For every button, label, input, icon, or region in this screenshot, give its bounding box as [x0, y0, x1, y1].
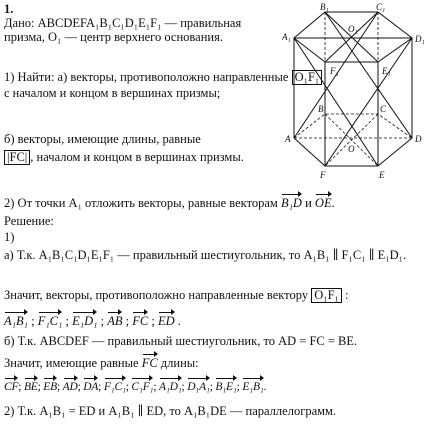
vec-item: F₁C₁ [37, 314, 63, 328]
label-o1: O₁ [348, 24, 358, 34]
vec-item: E₁B₁ [242, 381, 264, 393]
vec-item: B₁E₁ [215, 381, 237, 393]
solution-a-list: A₁B₁ ; F₁C₁ ; E₁D₁ ; AB ; FC ; ED . [4, 314, 181, 328]
solution-a-vector: O₁F₁ [311, 288, 342, 303]
solution-title: Решение: [4, 214, 54, 228]
task-a-line: 1) Найти: а) векторы, противоположно направленные O₁F₁ [4, 70, 322, 85]
vec-item: E₁D₁ [72, 314, 98, 328]
label-e: E [379, 170, 385, 180]
solution-2: 2) Т.к. A₁B₁ = ED и A₁B₁ ∥ ED, то A₁B₁DE — параллелограмм. [4, 404, 337, 418]
label-c1: C₁ [376, 2, 386, 12]
label-d: D [415, 134, 422, 144]
solution-1: 1) [4, 230, 15, 244]
label-b1: B₁ [320, 2, 329, 12]
solution-b: б) Т.к. ABCDEF — правильный шестиугольник, то AD = FC = BE. [4, 334, 358, 348]
task-a-suffix: с началом и концом в вершинах призмы; [4, 86, 221, 100]
vec-item: CF [4, 381, 19, 393]
task-b-line: б) векторы, имеющие длины, равные [4, 132, 201, 146]
solution-a-2: Значит, векторы, противоположно направленные вектору O₁F₁ : [4, 288, 349, 302]
solution-b-2: Значит, имеющие равные FC длины: [4, 356, 199, 370]
prism-figure [282, 2, 432, 192]
vec-item: FC [132, 314, 149, 328]
vec-item: AB [107, 314, 123, 328]
solution-b-list: CF; BE; EB; AD; DA; F₁C₁; C₁F₁; A₁D₁; D₁A₁; B₁E₁; E₁B₁. [4, 381, 267, 393]
vec-item: A₁D₁ [159, 381, 182, 393]
label-d1: D₁ [415, 34, 425, 44]
label-b: B [318, 104, 324, 114]
task-2-vector-2: OE [314, 196, 332, 210]
vec-item: ED [157, 314, 175, 328]
label-a: A [285, 134, 291, 144]
vec-item: C₁F₁ [131, 381, 154, 393]
label-e1: E₁ [382, 66, 391, 76]
figure-labels [282, 2, 425, 180]
task-b-vector: |FC| [4, 150, 30, 165]
solution-b-vector: FC [141, 356, 158, 370]
vec-item: F₁C₁ [103, 381, 126, 393]
task-b-line-2: |FC| , началом и концом в вершинах призмы. [4, 150, 244, 165]
task-2-line: 2) От точки A₁ отложить векторы, равные векторам B₁D и OE. [4, 196, 335, 210]
solution-a: а) Т.к. A₁B₁C₁D₁E₁F₁ — правильный шестиугольник, то A₁B₁ ∥ F₁C₁ ∥ E₁D₁. [4, 248, 407, 262]
label-o: O [348, 144, 355, 154]
vec-item: DA [83, 381, 99, 393]
task-a-vector: O₁F₁ [292, 70, 323, 85]
label-f1: F₁ [330, 66, 339, 76]
vec-item: A₁B₁ [4, 314, 28, 328]
label-c: C [380, 104, 387, 114]
label-a1: A₁ [282, 32, 291, 42]
vec-item: BE [23, 381, 38, 393]
task-2-vector-1: B₁D [280, 196, 302, 210]
vec-item: AD [62, 381, 78, 393]
vec-item: EB [43, 381, 57, 393]
vec-item: D₁A₁ [187, 381, 210, 393]
given-text: Дано: ABCDEFA₁B₁C₁D₁E₁F₁ — правильная призма, O₁ — центр верхнего основания. [4, 16, 242, 44]
problem-number: 1. [4, 2, 14, 16]
label-f: F [320, 170, 326, 180]
